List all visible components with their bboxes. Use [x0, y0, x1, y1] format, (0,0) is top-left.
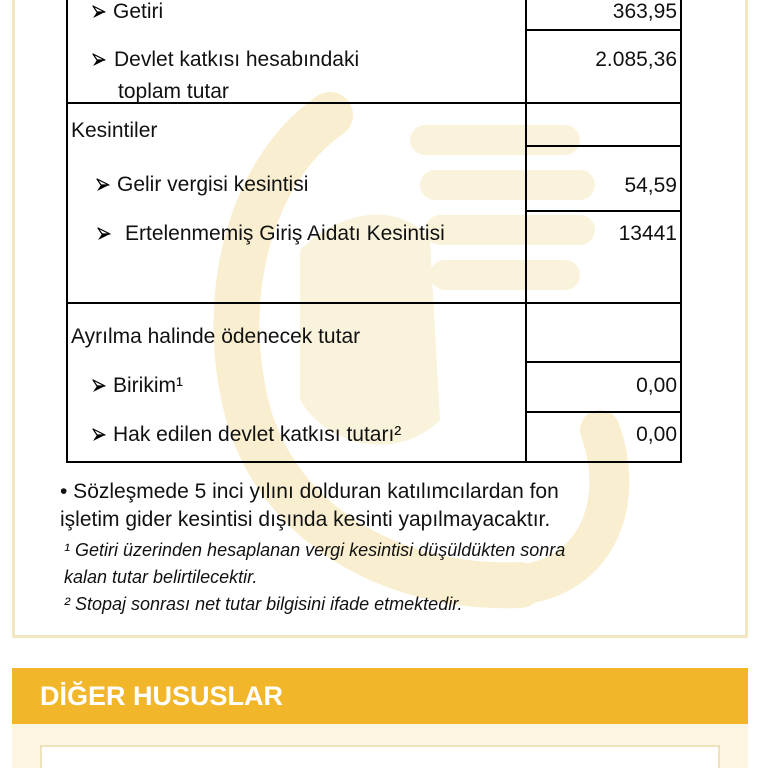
- section-header-other-matters: [12, 668, 748, 724]
- footnote-line: ¹ Getiri üzerinden hesaplanan vergi kesintisi düşüldükten sonra: [64, 540, 566, 560]
- income-tax-deduction-label: Gelir vergisi kesintisi: [117, 173, 309, 196]
- footnote-line: ² Stopaj sonrası net tutar bilgisini ifade etmektedir.: [64, 594, 463, 614]
- state-contribution-value: 2.085,36: [595, 48, 677, 71]
- arrowhead-bullet-icon: [92, 5, 106, 19]
- return-value: 363,95: [612, 0, 677, 23]
- savings-label: Birikim¹: [113, 374, 183, 397]
- value-cell-divider: [525, 361, 682, 363]
- section-title: DİĞER HUSUSLAR: [40, 681, 284, 711]
- arrowhead-bullet-icon: [92, 53, 106, 67]
- earned-state-contribution-label: Hak edilen devlet katkısı tutarı²: [113, 423, 402, 446]
- value-cell-divider: [525, 29, 682, 31]
- row-divider: [66, 302, 682, 304]
- income-tax-deduction-value: 54,59: [624, 174, 677, 197]
- state-contribution-label-line-2: toplam tutar: [118, 80, 229, 103]
- entry-fee-deduction-value: 13441: [618, 222, 677, 245]
- column-divider: [525, 0, 527, 463]
- deductions-heading: Kesintiler: [71, 119, 158, 142]
- fee-note-line: • Sözleşmede 5 inci yılını dolduran katılımcılardan fon: [60, 480, 559, 503]
- arrowhead-bullet-icon: [92, 428, 106, 442]
- table-border-bottom: [66, 461, 682, 463]
- table-border-left: [66, 0, 68, 463]
- footnote-line: kalan tutar belirtilecektir.: [64, 567, 258, 587]
- return-label: Getiri: [113, 0, 164, 23]
- value-cell-divider: [525, 145, 682, 147]
- arrowhead-bullet-icon: [92, 379, 106, 393]
- table-border-right: [680, 0, 682, 463]
- section-body: [12, 724, 748, 768]
- arrowhead-bullet-icon: [97, 227, 111, 241]
- earned-state-contribution-value: 0,00: [636, 423, 677, 446]
- value-cell-divider: [525, 210, 682, 212]
- fee-note-line: işletim gider kesintisi dışında kesinti yapılmayacaktır.: [60, 508, 551, 531]
- exit-payment-heading: Ayrılma halinde ödenecek tutar: [71, 325, 361, 348]
- entry-fee-deduction-label: Ertelenmemiş Giriş Aidatı Kesintisi: [125, 222, 445, 245]
- arrowhead-bullet-icon: [96, 178, 110, 192]
- section-content-box: [40, 745, 720, 768]
- value-cell-divider: [525, 411, 682, 413]
- savings-value: 0,00: [636, 374, 677, 397]
- state-contribution-label: Devlet katkısı hesabındaki: [114, 48, 360, 71]
